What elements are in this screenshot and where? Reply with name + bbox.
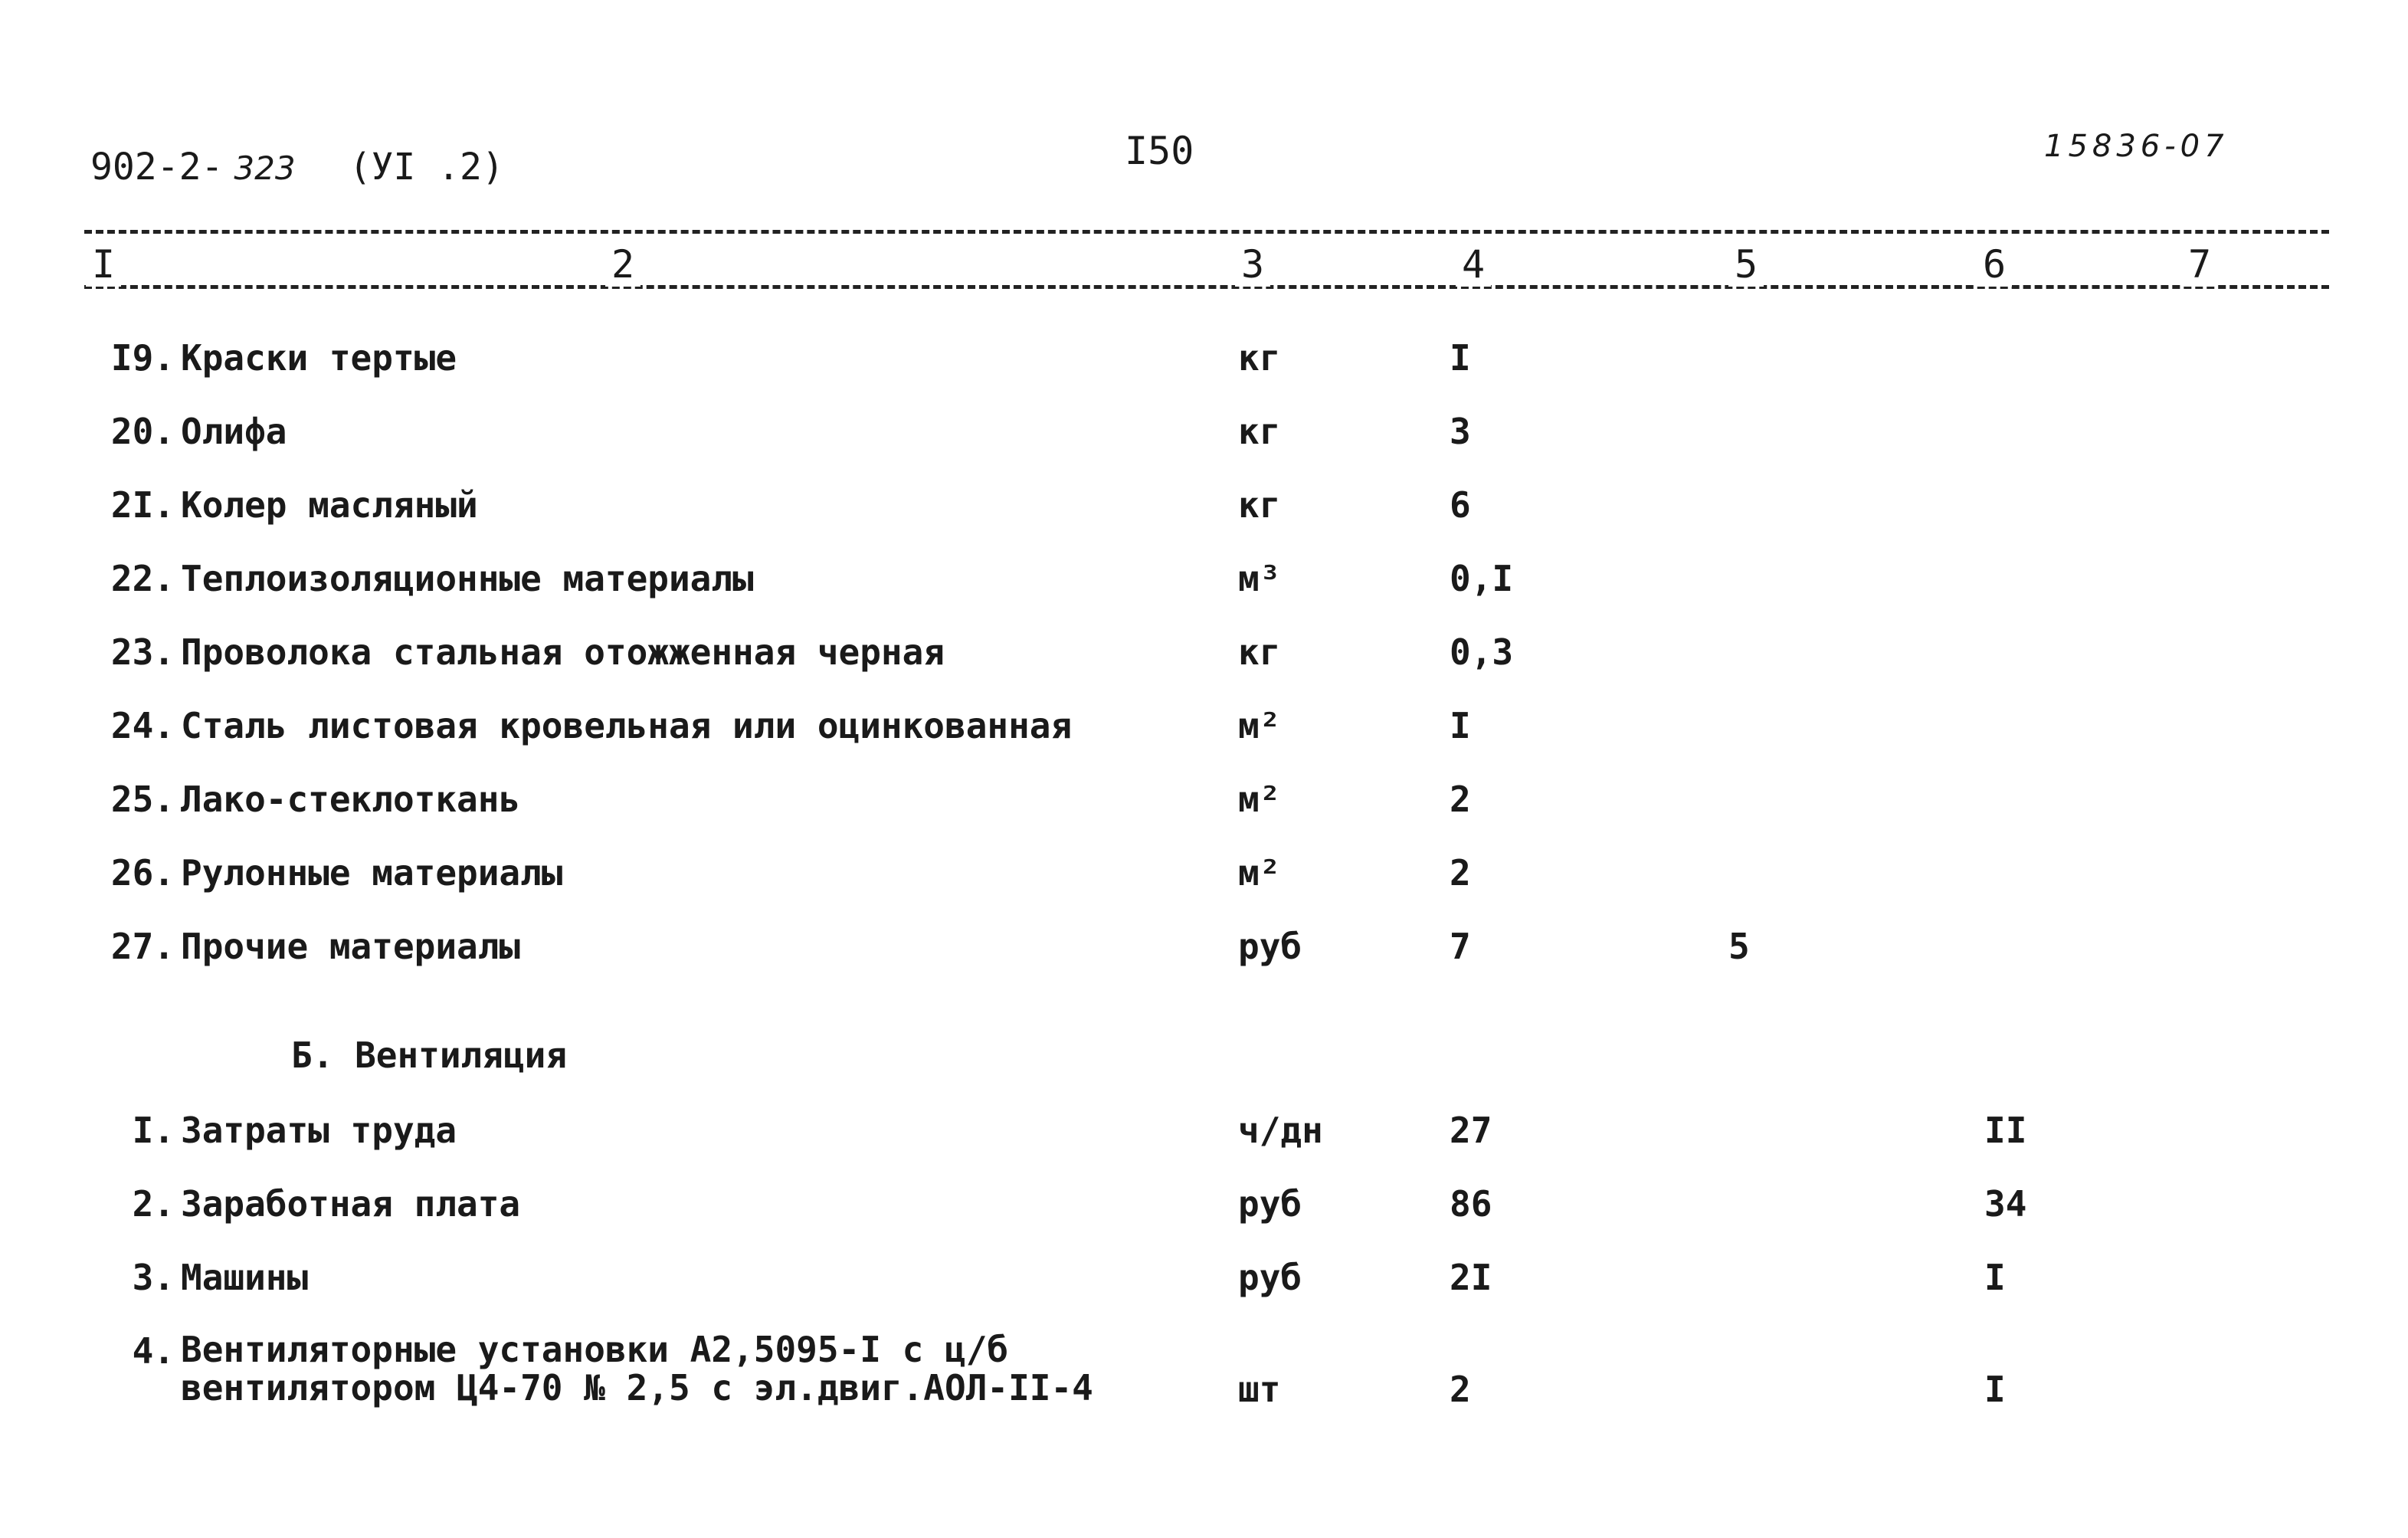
column-number-5: 5 [1728, 242, 1764, 287]
section-heading-ventilation: Б. Вентиляция [291, 1035, 568, 1076]
code-handwritten: 323 [234, 149, 296, 187]
row-quantity: 2 [1450, 852, 1471, 894]
row-quantity: 6 [1450, 484, 1471, 526]
document-code [90, 146, 504, 189]
table-row [0, 852, 2408, 913]
row-unit: шт [1238, 1369, 1281, 1410]
row-unit: м² [1238, 779, 1281, 820]
row-quantity: 2 [1450, 1369, 1471, 1410]
column-number-7: 7 [2182, 242, 2217, 287]
table-row [0, 337, 2408, 398]
table-row [0, 411, 2408, 472]
row-column-6: I [1984, 1369, 2006, 1410]
row-column-6: I [1984, 1257, 2006, 1298]
row-quantity: I [1450, 705, 1471, 746]
row-quantity: 3 [1450, 411, 1471, 452]
table-row [0, 484, 2408, 546]
column-number-3: 3 [1235, 242, 1270, 287]
row-name-line-2: вентилятором Ц4-70 № 2,5 с эл.двиг.АОЛ-II-4 [181, 1367, 1093, 1408]
row-name-line-1: Вентиляторные установки А2,5095-I с ц/б [181, 1329, 1009, 1370]
column-number-6: 6 [1977, 242, 2012, 287]
row-name: Сталь листовая кровельная или оцинкованная [181, 705, 1073, 746]
row-name: Прочие материалы [181, 926, 521, 967]
row-name: Машины [181, 1257, 309, 1298]
column-number-4: 4 [1456, 242, 1491, 287]
row-unit: руб [1238, 1257, 1302, 1298]
row-unit: кг [1238, 337, 1281, 379]
row-number: 20. [110, 411, 175, 452]
row-quantity: 86 [1450, 1183, 1492, 1225]
table-row [0, 1330, 2408, 1422]
row-number: 2I. [110, 484, 175, 526]
row-quantity: 0,I [1450, 558, 1514, 599]
row-unit: кг [1238, 484, 1281, 526]
column-number-2: 2 [605, 242, 640, 287]
row-column-6: II [1984, 1110, 2027, 1151]
table-row [0, 1183, 2408, 1245]
row-number: I9. [110, 337, 175, 379]
row-unit: м³ [1238, 558, 1281, 599]
row-name [181, 1330, 1093, 1407]
row-quantity: I [1450, 337, 1471, 379]
table-row [0, 1257, 2408, 1318]
row-unit: кг [1238, 631, 1281, 673]
row-unit: ч/дн [1238, 1110, 1323, 1151]
row-quantity: 2I [1450, 1257, 1492, 1298]
page-number: I50 [1125, 129, 1194, 173]
row-number: 27. [110, 926, 175, 967]
row-number: 26. [110, 852, 175, 894]
volume-label: (УI .2) [349, 146, 504, 189]
inventory-number: 15836-07 [2044, 129, 2229, 164]
table-row [0, 926, 2408, 987]
row-name: Колер масляный [181, 484, 478, 526]
row-unit: м² [1238, 705, 1281, 746]
header-rule-top [84, 230, 2329, 234]
row-name: Затраты труда [181, 1110, 457, 1151]
row-unit: кг [1238, 411, 1281, 452]
row-unit: м² [1238, 852, 1281, 894]
column-number-1: I [86, 242, 121, 287]
row-quantity: 0,3 [1450, 631, 1514, 673]
table-row [0, 631, 2408, 693]
code-prefix: 902-2- [90, 146, 224, 189]
row-name: Олифа [181, 411, 287, 452]
table-row [0, 779, 2408, 840]
row-number: 24. [110, 705, 175, 746]
row-number: 22. [110, 558, 175, 599]
row-number: 25. [110, 779, 175, 820]
table-row [0, 705, 2408, 766]
row-name: Проволока стальная отожженная черная [181, 631, 945, 673]
row-name: Заработная плата [181, 1183, 521, 1225]
row-quantity: 2 [1450, 779, 1471, 820]
table-row [0, 1110, 2408, 1171]
row-quantity: 27 [1450, 1110, 1492, 1151]
row-unit: руб [1238, 1183, 1302, 1225]
row-number: I. [132, 1110, 175, 1151]
row-quantity: 7 [1450, 926, 1471, 967]
row-column-5: 5 [1728, 926, 1750, 967]
row-number: 3. [132, 1257, 175, 1298]
row-number: 23. [110, 631, 175, 673]
row-unit: руб [1238, 926, 1302, 967]
row-name: Теплоизоляционные материалы [181, 558, 754, 599]
row-name: Рулонные материалы [181, 852, 563, 894]
table-row [0, 558, 2408, 619]
row-column-6: 34 [1984, 1183, 2027, 1225]
row-name: Лако-стеклоткань [181, 779, 521, 820]
row-name: Краски тертые [181, 337, 457, 379]
row-number: 2. [132, 1183, 175, 1225]
row-number: 4. [132, 1330, 175, 1372]
